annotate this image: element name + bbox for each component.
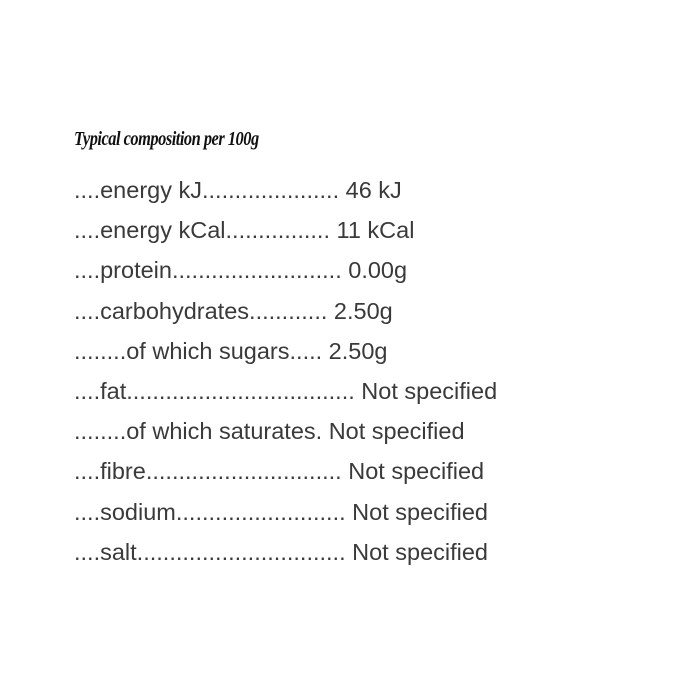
composition-heading: Typical composition per 100g bbox=[74, 128, 259, 150]
nutrition-row-fibre: ....fibre.............................. Not specified bbox=[74, 458, 485, 485]
nutrition-row-energy-kj: ....energy kJ..................... 46 kJ bbox=[74, 177, 402, 203]
nutrition-panel bbox=[74, 124, 634, 572]
nutrition-row-sodium: ....sodium.......................... Not specified bbox=[74, 498, 489, 525]
nutrition-row-carbohydrates: ....carbohydrates............ 2.50g bbox=[74, 297, 393, 324]
nutrition-row-energy-kcal: ....energy kCal................ 11 kCal bbox=[74, 217, 415, 244]
nutrition-row-sugars: ........of which sugars..... 2.50g bbox=[74, 337, 388, 364]
nutrition-row-fat: ....fat................................... Not specified bbox=[74, 377, 498, 404]
nutrition-row-saturates: ........of which saturates. Not specified bbox=[74, 418, 465, 445]
nutrition-row-protein: ....protein.......................... 0.00g bbox=[74, 257, 408, 284]
nutrition-list bbox=[74, 170, 634, 572]
nutrition-row-salt: ....salt................................ Not specified bbox=[74, 538, 488, 565]
